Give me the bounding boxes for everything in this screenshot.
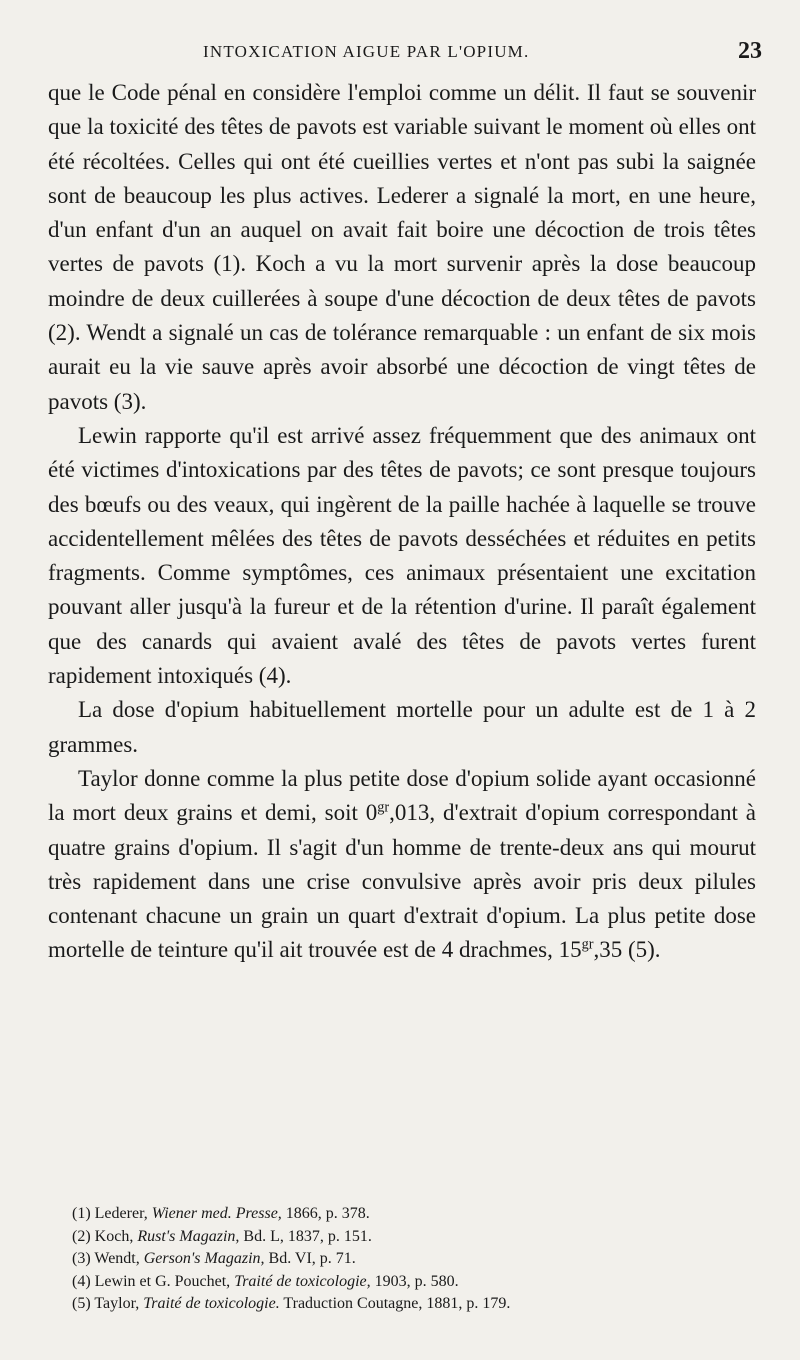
body-text [48, 76, 756, 968]
footnote [72, 1226, 772, 1249]
paragraph-3: La dose d'opium habituellement mortelle pour un adulte est de 1 à 2 grammes. [48, 697, 756, 757]
footnote-details: Bd. L, 1837, p. 151. [243, 1227, 372, 1245]
footnote-number: (3) [72, 1250, 91, 1268]
footnotes [72, 1203, 772, 1316]
unit-superscript: gr [581, 936, 594, 953]
footnote-details: 1903, p. 580. [374, 1272, 459, 1290]
footnote [72, 1293, 772, 1316]
footnote-details: Traduction Coutagne, 1881, p. 179. [283, 1295, 511, 1313]
unit-superscript: gr [377, 799, 390, 816]
footnote-number: (4) [72, 1272, 91, 1290]
footnote [72, 1203, 772, 1226]
running-head: INTOXICATION AIGUE PAR L'OPIUM. [203, 42, 530, 61]
footnote-details: Bd. VI, p. 71. [268, 1250, 356, 1268]
paragraph-1: que le Code pénal en considère l'emploi comme un délit. Il faut se souvenir que la toxicité des têtes de pavots est variable suivant le moment où elles ont été récoltées. Celles qui ont été cueillies vertes et n'ont pas subi la saignée sont de beaucoup les plus actives. Lederer a signalé la mort, en une heure, d'un enfant d'un an auquel on avait fait boire une décoction de trois têtes vertes de pavots (1). Koch a vu la mort survenir après la dose beaucoup moindre de deux cuillerées à soupe d'une décoction de deux têtes de pavots (2). Wendt a signalé un cas de tolérance remarquable : un enfant de six mois aurait eu la vie sauve après avoir absorbé une décoction de vingt têtes de pavots (3). [48, 80, 756, 414]
footnote-author: Lewin et G. Pouchet, [94, 1272, 231, 1290]
footnote-work: Gerson's Magazin, [143, 1250, 265, 1268]
footnote-author: Lederer, [94, 1205, 148, 1222]
paragraph-4-part-c: ,35 (5). [593, 937, 661, 963]
footnote-number: (1) [72, 1205, 91, 1222]
footnote-author: Taylor, [94, 1295, 140, 1313]
footnote-number: (5) [72, 1295, 91, 1313]
footnote-work: Wiener med. Presse, [151, 1205, 282, 1222]
paragraph-4-part-b: ,013, d'extrait d'opium correspondant à quatre grains d'opium. Il s'agit d'un homme de trente-deux ans qui mourut très rapidement dans une crise convulsive après avoir pris deux pilules contenant chacune un grain un quart d'extrait d'opium. La plus petite dose mortelle de teinture qu'il ait trouvée est de 4 drachmes, 15 [48, 800, 756, 963]
footnote-number: (2) [72, 1227, 91, 1245]
footnote [72, 1248, 772, 1271]
paragraph-2: Lewin rapporte qu'il est arrivé assez fréquemment que des animaux ont été victimes d'intoxications par des têtes de pavots; ce sont presque toujours des bœufs ou des veaux, qui ingèrent de la paille hachée à laquelle se trouve accidentellement mêlées des têtes de pavots desséchées et réduites en petits fragments. Comme symptômes, ces animaux présentaient une excitation pouvant aller jusqu'à la fureur et de la rétention d'urine. Il paraît également que des canards qui avaient avalé des têtes de pavots vertes furent rapidement intoxiqués (4). [48, 422, 756, 689]
footnote-work: Rust's Magazin, [137, 1227, 240, 1245]
page-number: 23 [738, 38, 762, 64]
footnote [72, 1271, 772, 1294]
footnote-work: Traité de toxicologie, [234, 1272, 371, 1290]
footnote-work: Traité de toxicologie. [143, 1295, 280, 1313]
page-header [48, 36, 762, 72]
paragraph-4 [48, 762, 756, 968]
footnote-author: Wendt, [94, 1250, 140, 1268]
footnote-author: Koch, [94, 1227, 134, 1245]
footnote-details: 1866, p. 378. [285, 1205, 370, 1222]
paragraph-4-part-a: Taylor donne comme la plus petite dose d'opium solide ayant occasionné la mort deux grains et demi, soit 0 [48, 765, 756, 826]
